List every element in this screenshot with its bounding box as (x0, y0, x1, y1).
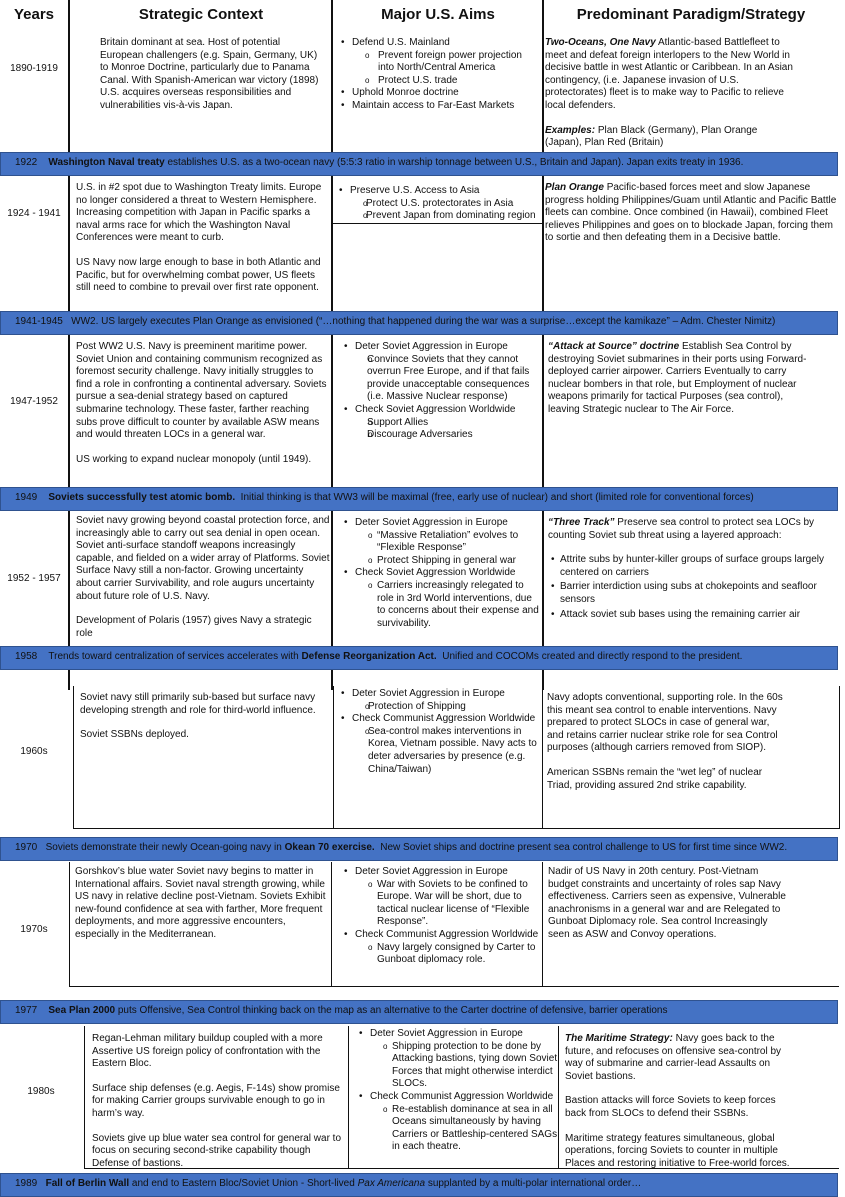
aims-cell (341, 341, 541, 442)
paradigm-lead: “Attack at Source” doctrine (548, 341, 680, 352)
band-text: establishes U.S. as a two-ocean navy (5:5:3 ratio in warship tonnage between U.S., Britain and Japan). Japan exits treaty in 1936. (167, 157, 744, 168)
context-cell (76, 341, 328, 478)
band-bold: Washington Naval treaty (48, 157, 165, 168)
column-divider (542, 0, 544, 690)
paradigm-text: Navy adopts conventional, supporting role. In the 60s this meant sea control to enable interventions. Navy prepared to protect SLOCs in case of general war, and retains carrier nuclear strike role for sea Control purposes (although carriers removed from SIOP). (547, 692, 783, 754)
timeline-band (0, 487, 838, 511)
row-year: 1960s (20, 746, 48, 757)
band-text-2: New Soviet ships and doctrine present sea control challenge to US for first time since WW2. (380, 842, 788, 853)
paradigm-text: Nadir of US Navy in 20th century. Post-Vietnam budget constraints and uncertainty of roles sap Navy effectiveness. Carriers seen as expensive, Vulnerable anachronisms in a general war and are Relegated to Gunboat Diplomacy role. Sea control Increasingly seen as ASW and Convoy operations. (548, 866, 786, 940)
paradigm-text: Pacific-based forces meet and slow Japanese progress holding Philippines/Guam until Atlantic and Pacific Battle fleets can combine. Once combined (in Hawaii), combined Fleet relieves Philippines and goes on to blockade Japan, forcing them to sortie and then defeating them in a Decisive battle. (545, 182, 837, 244)
aim-item: • Uphold Monroe doctrine (338, 87, 538, 100)
band-year: 1941-1945 (15, 316, 63, 327)
context-paragraph: U.S. in #2 spot due to Washington Treaty limits. Europe no longer considered a threat to Western Hemisphere. Increasing competition with Japan in Pacific sparks a naval arms race for which the Washington Naval Conferences were meant to curb. (76, 182, 322, 244)
paradigm-bullet: • Barrier interdiction using subs at chokepoints and seafloor sensors (548, 581, 838, 606)
aim-item: • Deter Soviet Aggression in Europe (338, 688, 540, 701)
aim-item: • Check Soviet Aggression Worldwide (341, 404, 541, 417)
band-text-2: Unified and COCOMs created and directly respond to the president. (442, 651, 743, 662)
context-cell (76, 182, 328, 307)
timeline-band (0, 152, 838, 176)
aim-subitem: o Prevent foreign power projection into North/Central America (338, 50, 538, 75)
paradigm-extra-2: Maritime strategy features simultaneous, global operations, forcing Soviets to counter in multiple Places and restoring initiative to Free-world forces. (565, 1132, 790, 1169)
paradigm-extra-lead: Examples: (545, 124, 596, 136)
row-year: 1924 - 1941 (7, 208, 61, 219)
header-context: Strategic Context (138, 6, 264, 23)
paradigm-text: Navy goes back to the future, and refocuses on offensive sea-control by way of submarine and carrier-lead Assaults on Soviet bastions. (565, 1033, 782, 1082)
row-year: 1947-1952 (10, 396, 58, 407)
paradigm-extra: American SSBNs remain the “wet leg” of nuclear Triad, providing assured 2nd strike capability. (547, 766, 763, 791)
header-years: Years (13, 6, 55, 23)
row-year: 1890-1919 (10, 63, 58, 74)
aim-item: • Preserve U.S. Access to Asia (336, 185, 542, 198)
context-cell (92, 1033, 346, 1182)
paradigm-lead: “Three Track” (548, 517, 615, 528)
aim-item: • Maintain access to Far-East Markets (338, 100, 538, 113)
paradigm-cell (548, 517, 838, 621)
band-year: 1970 (15, 842, 38, 853)
timeline-band (0, 646, 838, 670)
paradigm-cell (565, 1033, 797, 1182)
aim-item: • Check Soviet Aggression Worldwide (341, 567, 541, 580)
timeline-band (0, 837, 838, 861)
context-cell (80, 692, 330, 754)
band-text: and end to Eastern Bloc/Soviet Union - Short-lived (131, 1178, 355, 1189)
context-paragraph: Soviet navy growing beyond coastal protection force, and increasingly able to carry out sea denial in open ocean. Soviet anti-surface standoff weapons increasingly capable, and fielded on a wider array of Platforms. Soviet Surface Navy still a non-factor. Growing uncertainty about carrier Survivability, and role augurs uncertainty about future role of U.S. Navy. (76, 515, 330, 602)
timeline-band (0, 1000, 838, 1024)
aim-subitem: o Sea-control makes interventions in Korea, Vietnam possible. Navy acts to deter adversaries by presence (e.g. China/Taiwan) (338, 726, 540, 776)
band-bold: Sea Plan 2000 (48, 1005, 116, 1016)
context-cell (75, 866, 329, 954)
row-year: 1980s (27, 1086, 55, 1097)
aim-item: • Check Communist Aggression Worldwide (341, 929, 541, 942)
aims-cell (338, 688, 540, 776)
aims-cell (356, 1028, 558, 1154)
context-paragraph: Development of Polaris (1957) gives Navy a strategic role (76, 615, 312, 639)
band-year: 1922 (15, 157, 38, 168)
aim-subitem: o “Massive Retaliation” evolves to “Flexible Response” (341, 530, 541, 555)
band-text-2: supplanted by a multi-polar international order… (427, 1178, 642, 1189)
context-paragraph: Soviets give up blue water sea control for general war to focus on securing second-strike capability though Defense of bastions. (92, 1132, 342, 1169)
aim-subitem: o Navy largely consigned by Carter to Gunboat diplomacy role. (341, 942, 541, 967)
context-paragraph: Soviet navy still primarily sub-based but surface navy developing strength and role for third-world influence. (80, 692, 316, 716)
paradigm-text: Preserve sea control to protect sea LOCs by counting Soviet sub threat using a layered approach: (548, 517, 815, 541)
aim-item: • Defend U.S. Mainland (338, 37, 538, 50)
band-bold: Okean 70 exercise. (284, 842, 375, 853)
paradigm-cell (545, 37, 795, 162)
aim-item: • Check Communist Aggression Worldwide (356, 1091, 558, 1104)
band-bold: Defense Reorganization Act. (301, 651, 437, 662)
band-bold: Fall of Berlin Wall (45, 1178, 130, 1189)
aim-subitem: o Protection of Shipping (338, 701, 540, 714)
band-year: 1977 (15, 1005, 38, 1016)
cell-border (69, 511, 332, 639)
aim-subitem: o War with Soviets to be confined to Europe. War will be short, due to tactical nuclear license of “Flexible Response”. (341, 879, 541, 929)
band-year: 1949 (15, 492, 38, 503)
band-text: Trends toward centralization of services accelerates with (48, 651, 299, 662)
aim-item: • Check Communist Aggression Worldwide (338, 713, 540, 726)
aim-item: • Deter Soviet Aggression in Europe (356, 1028, 558, 1041)
aim-subitem: o Protect Shipping in general war (341, 555, 541, 568)
paradigm-text: Establish Sea Control by destroying Soviet submarines in their ports using Forward-deployed carrier airpower. Carriers Eventually to carry nuclear bombers in that role, but Employment of nuclear weapons primarily for tactical Purposes (sea control), leaving Strategic nuclear to The Air Force. (548, 341, 807, 415)
aim-subitem: o Shipping protection to be done by Attacking bastions, tying down Soviet Forces that might otherwise interdict SLOCs. (356, 1041, 558, 1091)
context-paragraph: US working to expand nuclear monopoly (until 1949). (76, 453, 312, 465)
paradigm-bullet: • Attrite subs by hunter-killer groups of surface groups largely centered on carriers (548, 554, 838, 579)
context-paragraph: Britain dominant at sea. Host of potential European challengers (e.g. Spain, Germany, UK) to Monroe Doctrine, particularly due to Panama Canal. With Spanish-American war victory (1898) U.S. acquires overseas responsibilities and vulnerabilities vis-à-vis Japan. (100, 37, 319, 111)
header-aims: Major U.S. Aims (381, 6, 495, 23)
aims-cell (338, 37, 538, 113)
band-year: 1989 (15, 1178, 38, 1189)
aim-item: • Deter Soviet Aggression in Europe (341, 341, 541, 354)
context-paragraph: Regan-Lehman military buildup coupled with a more Assertive US foreign policy of confrontation with the Eastern Bloc. (92, 1033, 323, 1070)
aims-cell (341, 517, 541, 630)
aim-subitem: o Carriers increasingly relegated to role in 3rd World interventions, due to concerns about their expense and survivability. (341, 580, 541, 630)
paradigm-cell (547, 692, 787, 804)
paradigm-extra: Plan Black (Germany), Plan Orange (Japan), Plan Red (Britain) (545, 124, 758, 149)
paradigm-cell (545, 182, 838, 257)
aim-item: • Deter Soviet Aggression in Europe (341, 517, 541, 530)
band-year: 1958 (15, 651, 38, 662)
aim-subitem: o Discourage Adversaries (341, 429, 541, 442)
paradigm-text: Atlantic-based Battlefleet to meet and defeat foreign interlopers to the New World in decisive battle in west Atlantic or Caribbean. In an Asian contingency, (i.e. Japanese invasion of U.S. protectorates) fleet is to make way to Pacific to relieve local defenders. (545, 37, 793, 111)
aim-subitem: o Support Allies (341, 417, 541, 430)
context-paragraph: Post WW2 U.S. Navy is preeminent maritime power. Soviet Union and containing communism recognized as foremost security challenge. Navy initially struggles to find a role in confronting a continental adversary. Soviets pursue a sea-denial strategy based on captured submarine technology. These faster, farther reaching subs prove difficult to counter by available ASW means and would threaten LOCs in a general war. (76, 341, 327, 441)
paradigm-lead: Plan Orange (545, 182, 604, 193)
context-paragraph: Gorshkov’s blue water Soviet navy begins to matter in International affairs. Soviet naval strength growing, while US navy in relative decline post-Vietnam. Soviets Exhibit new-found confidence at sea with farther, More frequent deployments, and more aggressive encounters, especially in the Mediterranean. (75, 866, 326, 940)
paradigm-lead: Two-Oceans, One Navy (545, 37, 656, 48)
context-paragraph: Surface ship defenses (e.g. Aegis, F-14s) show promise for making Carrier groups survivable enough to go in harm’s way. (92, 1082, 340, 1119)
aim-subitem: o Protect U.S. trade (338, 75, 538, 88)
timeline-band (0, 311, 838, 335)
band-text: Soviets demonstrate their newly Ocean-going navy in (45, 842, 282, 853)
context-paragraph: Soviet SSBNs deployed. (80, 729, 189, 741)
header-paradigm: Predominant Paradigm/Strategy (576, 6, 806, 23)
paradigm-bullet: • Attack soviet sub bases using the remaining carrier air (548, 609, 838, 622)
aim-subitem: o Protect U.S. protectorates in Asia (336, 198, 542, 211)
band-italic: Pax Americana (357, 1178, 426, 1189)
context-cell (100, 37, 325, 125)
paradigm-cell (548, 341, 816, 429)
aim-subitem: o Convince Soviets that they cannot overrun Free Europe, and if that fails provide unacceptable consequences (i.e. Massive Nuclear response) (341, 354, 541, 404)
row-year: 1952 - 1957 (7, 573, 61, 584)
aims-cell (341, 866, 541, 967)
aim-subitem: o Re-establish dominance at sea in all Oceans simultaneously by having Carriers or Battleship-centered SAGs in each theatre. (356, 1104, 558, 1154)
aim-item: • Deter Soviet Aggression in Europe (341, 866, 541, 879)
context-paragraph: US Navy now large enough to base in both Atlantic and Pacific, but for overwhelming combat power, US fleets still need to combine to prevail over first rate opponent. (76, 256, 321, 294)
paradigm-extra: Bastion attacks will force Soviets to keep forces back from SLOCs to defend their SSBNs. (565, 1095, 776, 1119)
row-year: 1970s (20, 924, 48, 935)
cell-border (331, 178, 542, 224)
paradigm-lead: The Maritime Strategy: (565, 1033, 673, 1044)
band-text: WW2. US largely executes Plan Orange as envisioned (“…nothing that happened during the war was a surprise…except the kamikaze” – Adm. Chester Nimitz) (71, 316, 776, 327)
band-text: puts Offensive, Sea Control thinking back on the map as an alternative to the Carter doctrine of defensive, barrier operations (117, 1005, 668, 1016)
band-text: Initial thinking is that WW3 will be maximal (free, early use of nuclear) and short (limited role for conventional forces) (240, 492, 754, 503)
paradigm-cell (548, 866, 786, 954)
aim-subitem: o Prevent Japan from dominating region (336, 210, 542, 223)
band-bold: Soviets successfully test atomic bomb. (48, 492, 236, 503)
timeline-band (0, 1173, 838, 1197)
